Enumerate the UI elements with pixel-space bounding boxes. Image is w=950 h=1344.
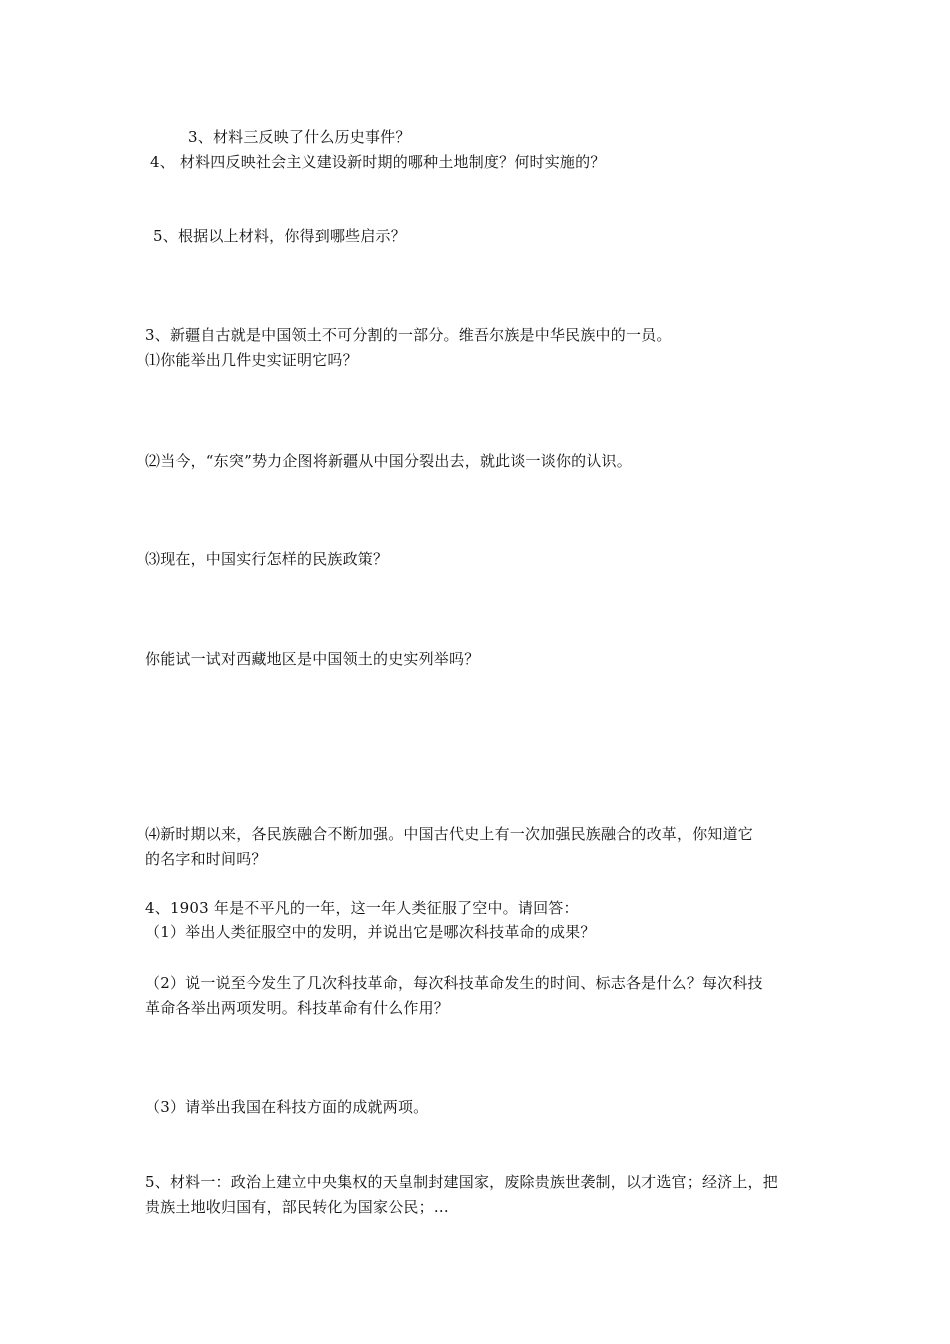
question-3-material-three: 3、材料三反映了什么历史事件？ (188, 128, 411, 146)
question-3-part-4-line-2: 的名字和时间吗？ (145, 850, 267, 868)
question-5-material-one-line-1: 5、材料一：政治上建立中央集权的天皇制封建国家，废除贵族世袭制，以才选官；经济上，把 (145, 1173, 778, 1191)
question-3-part-4-line-1: ⑷新时期以来，各民族融合不断加强。中国古代史上有一次加强民族融合的改革，你知道它 (145, 825, 754, 843)
question-4-part-1: （1）举出人类征服空中的发明，并说出它是哪次科技革命的成果？ (145, 923, 596, 941)
question-4-intro: 4、1903 年是不平凡的一年，这一年人类征服了空中。请回答： (145, 899, 579, 917)
question-4-material-four: 4、 材料四反映社会主义建设新时期的哪种土地制度？何时实施的？ (150, 153, 606, 171)
tibet-question: 你能试一试对西藏地区是中国领土的史实列举吗？ (145, 650, 480, 668)
question-3-part-3: ⑶现在，中国实行怎样的民族政策？ (145, 550, 389, 568)
question-3-part-1: ⑴你能举出几件史实证明它吗？ (145, 351, 358, 369)
question-3-part-2: ⑵当今，“东突”势力企图将新疆从中国分裂出去，就此谈一谈你的认识。 (145, 452, 632, 470)
question-4-part-2-line-2: 革命各举出两项发明。科技革命有什么作用？ (145, 999, 450, 1017)
question-4-part-3: （3）请举出我国在科技方面的成就两项。 (145, 1098, 429, 1116)
question-5-material-one-line-2: 贵族土地收归国有，部民转化为国家公民；… (145, 1198, 450, 1216)
question-5-inspiration: 5、根据以上材料，你得到哪些启示？ (153, 227, 406, 245)
question-4-part-2-line-1: （2）说一说至今发生了几次科技革命，每次科技革命发生的时间、标志各是什么？每次科技 (145, 974, 763, 992)
question-3-xinjiang-intro: 3、新疆自古就是中国领土不可分割的一部分。维吾尔族是中华民族中的一员。 (145, 326, 672, 344)
